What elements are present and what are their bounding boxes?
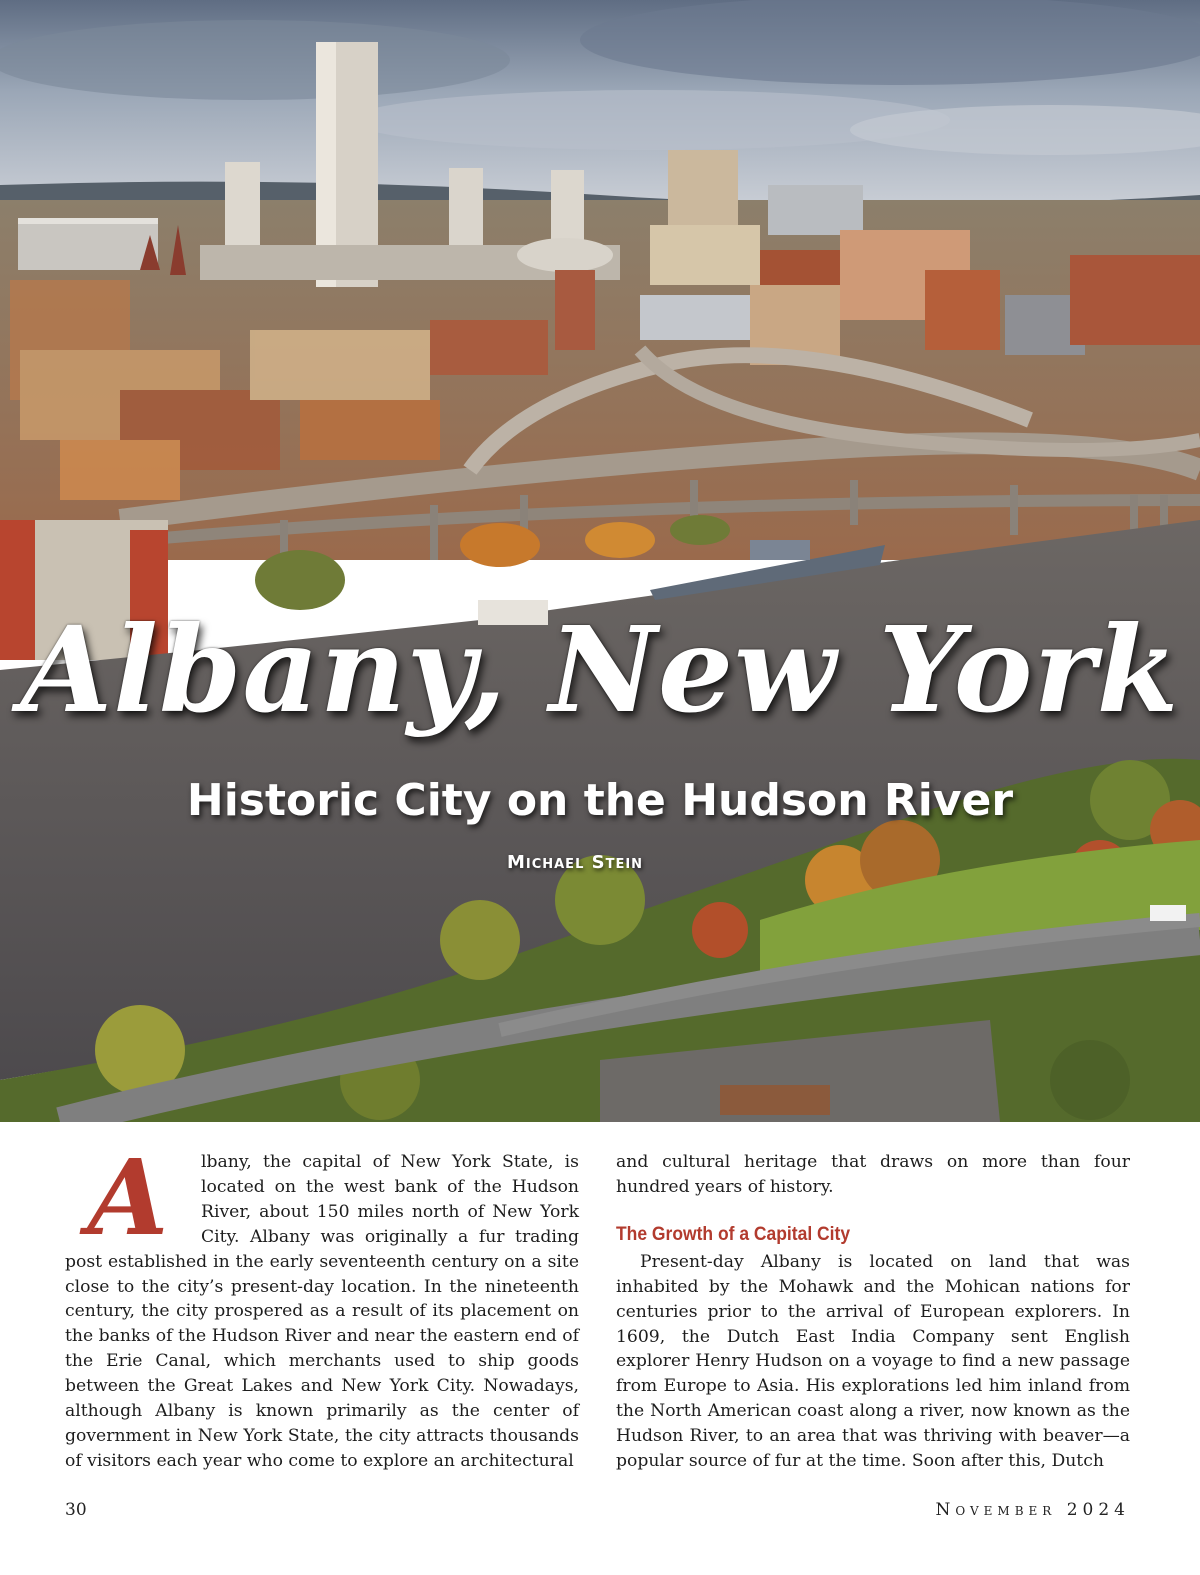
article-subtitle: Historic City on the Hudson River [186,775,1014,826]
issue-date: November 2024 [935,1500,1130,1520]
section-paragraph: Present-day Albany is located on land that was inhabited by the Mohawk and the Mohican nations for centuries prior to the arrival of European explorers. In 1609, the Dutch East India Company sent English explorer Henry Hudson on a voyage to find a new passage from Europe to Asia. His explorations led him inland from the North American coast along a river, now known as the Hudson River, to an area that was thriving with beaver—a popular source of fur at the time. Soon after this, Dutch [616,1251,1130,1472]
author-byline: Michael Stein [506,852,644,873]
intro-paragraph [65,1136,579,1474]
drop-cap: A [87,1136,169,1259]
article-title: Albany, New York [20,600,1180,739]
intro-text: lbany, the capital of New York State, is located on the west bank of the Hudson River, about 150 miles north of New York City. Albany was originally a fur trading post established in the early seventeenth century on a site close to the city’s present-day location. In the nineteenth century, the city prospered as a result of its placement on the banks of the Hudson River and near the eastern end of the Erie Canal, which merchants used to ship goods between the Great Lakes and New York City. Nowadays, although Albany is known primarily as the center of government in New York State, the city attracts thousands of visitors each year who come to explore an architectural [65,1152,579,1471]
article-column-right [616,1150,1130,1474]
intro-continued: and cultural heritage that draws on more than four hundred years of history. [616,1152,1130,1197]
article-column-left [65,1136,579,1474]
section-heading: The Growth of a Capital City [616,1223,851,1245]
page-number: 30 [65,1500,87,1520]
